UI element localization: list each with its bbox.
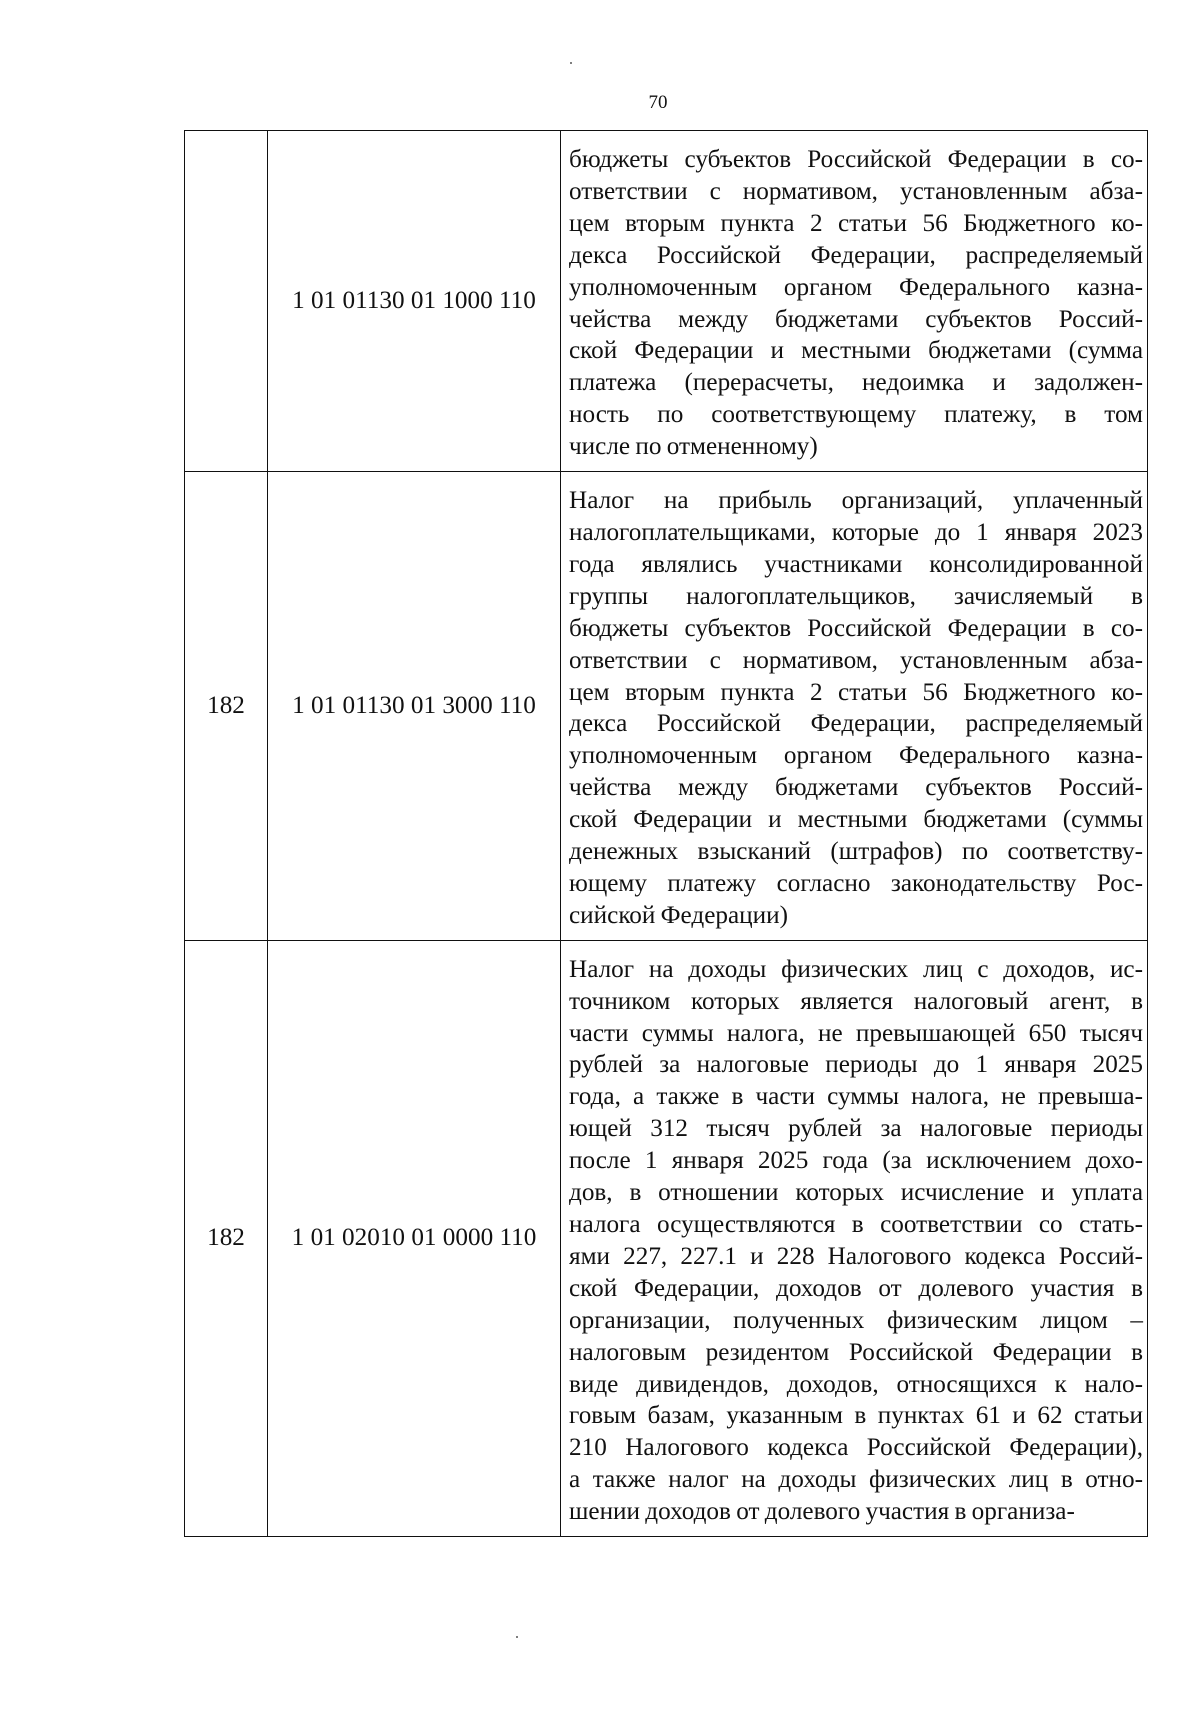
description-line: уполномоченным органом Федерального казна- [569, 273, 1143, 301]
description-line: организации, полученных физическим лицом – [569, 1306, 1143, 1334]
kbk-code-cell: 1 01 01130 01 1000 110 [268, 131, 561, 472]
admin-code-cell: 182 [185, 472, 268, 941]
description-line: ской Федерации, доходов от долевого участия в [569, 1274, 1143, 1302]
description-line: чейства между бюджетами субъектов Россий- [569, 305, 1143, 333]
kbk-code-cell: 1 01 01130 01 3000 110 [268, 472, 561, 941]
description-line: денежных взысканий (штрафов) по соответству- [569, 838, 1143, 866]
scan-speck [570, 62, 572, 64]
page-number: 70 [648, 92, 668, 113]
description-line: ответствии с нормативом, установленным абза- [569, 177, 1143, 205]
description-line: бюджеты субъектов Российской Федерации в со- [569, 146, 1143, 173]
description-line: уполномоченным органом Федерального казна- [569, 742, 1143, 770]
description-line: Налог на доходы физических лиц с доходов, ис- [569, 955, 1143, 983]
description-line: Налог на прибыль организаций, уплаченный [569, 487, 1143, 515]
description-line: ской Федерации и местными бюджетами (сумма [569, 337, 1143, 365]
description-line: платежа (перерасчеты, недоимка и задолжен- [569, 369, 1143, 397]
admin-code-cell: 182 [185, 940, 268, 1536]
table-row [185, 131, 1148, 472]
description-line: декса Российской Федерации, распределяемый [569, 241, 1143, 269]
description-line: ской Федерации и местными бюджетами (суммы [569, 806, 1143, 834]
description-cell [561, 131, 1148, 472]
description-cell [561, 472, 1148, 941]
description-cell [561, 940, 1148, 1536]
description-line: числе по отмененному) [569, 433, 818, 461]
description-line: налогоплательщиками, которые до 1 января 2023 [569, 518, 1143, 546]
description-line: шении доходов от долевого участия в организа- [569, 1498, 1075, 1526]
description-line: ющему платежу согласно законодательству Рос- [569, 869, 1143, 897]
kbk-code-cell: 1 01 02010 01 0000 110 [268, 940, 561, 1536]
description-line: ями 227, 227.1 и 228 Налогового кодекса Россий- [569, 1242, 1143, 1270]
description-line: части суммы налога, не превышающей 650 тысяч [569, 1019, 1143, 1047]
scan-speck [516, 1636, 518, 1638]
table-row [185, 940, 1148, 1536]
description-line: цем вторым пункта 2 статьи 56 Бюджетного ко- [569, 209, 1143, 237]
description-line: ответствии с нормативом, установленным абза- [569, 646, 1143, 674]
description-line: рублей за налоговые периоды до 1 января 2025 [569, 1051, 1143, 1079]
description-line: цем вторым пункта 2 статьи 56 Бюджетного ко- [569, 678, 1143, 706]
description-line: ющей 312 тысяч рублей за налоговые периоды [569, 1115, 1143, 1143]
description-line: говым базам, указанным в пунктах 61 и 62 статьи [569, 1402, 1143, 1430]
budget-classification-table [184, 130, 1148, 1537]
description-line: чейства между бюджетами субъектов Россий- [569, 774, 1143, 802]
admin-code-cell [185, 131, 268, 472]
description-line: группы налогоплательщиков, зачисляемый в [569, 582, 1143, 610]
table-row [185, 472, 1148, 941]
description-line: ность по соответствующему платежу, в том [569, 401, 1143, 429]
description-line: декса Российской Федерации, распределяемый [569, 710, 1143, 738]
description-line: 210 Налогового кодекса Российской Федерации), [569, 1434, 1143, 1462]
description-line: дов, в отношении которых исчисление и уплата [569, 1179, 1143, 1207]
description-line: года, а также в части суммы налога, не превыша- [569, 1083, 1143, 1111]
description-line: налога осуществляются в соответствии со стать- [569, 1211, 1143, 1238]
description-line: после 1 января 2025 года (за исключением дохо- [569, 1147, 1143, 1175]
description-line: года являлись участниками консолидированной [569, 550, 1143, 578]
description-line: точником которых является налоговый агент, в [569, 987, 1143, 1015]
description-line: сийской Федерации) [569, 901, 788, 929]
description-line: налоговым резидентом Российской Федерации в [569, 1338, 1143, 1366]
description-line: бюджеты субъектов Российской Федерации в со- [569, 614, 1143, 642]
description-line: виде дивидендов, доходов, относящихся к нало- [569, 1370, 1143, 1398]
description-line: а также налог на доходы физических лиц в отно- [569, 1466, 1143, 1494]
